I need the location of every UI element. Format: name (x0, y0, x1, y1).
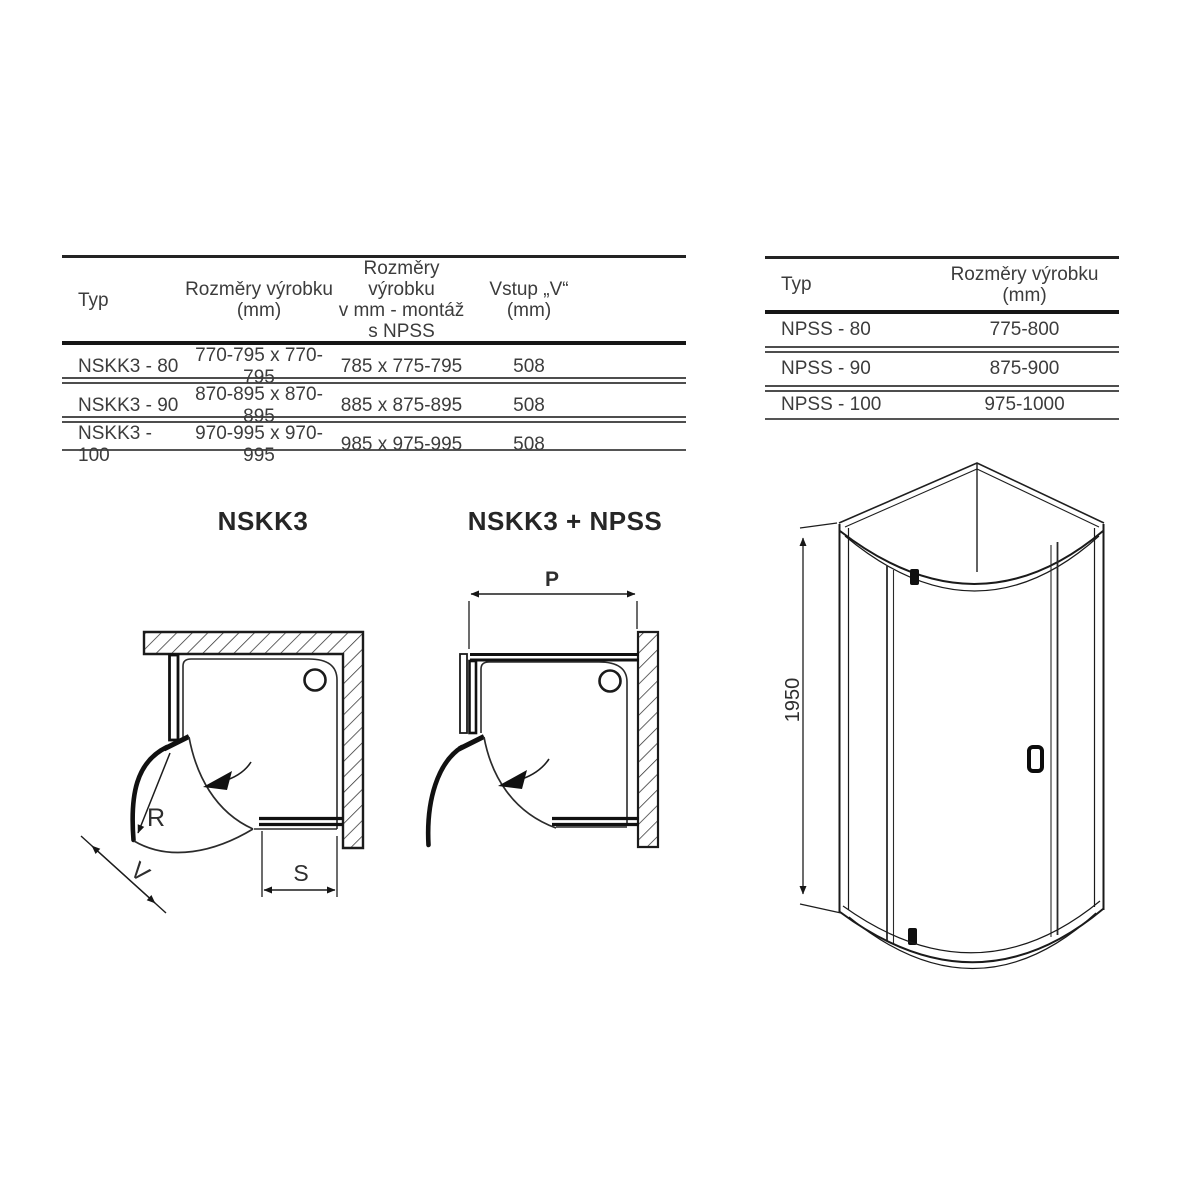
fixed-glass-bottom (552, 819, 639, 825)
door-swing-path (134, 829, 253, 852)
perspective-drawing-enclosure (770, 448, 1120, 978)
drain-circle (305, 670, 326, 691)
header-typ: Typ (781, 274, 812, 295)
row-separator (765, 385, 1119, 392)
header-vstup: Vstup „V“ (mm) (489, 279, 569, 321)
row-typ: NPSS - 80 (781, 319, 871, 340)
table-row (62, 423, 686, 466)
npss-wall-profile (460, 654, 467, 733)
row-separator (765, 346, 1119, 353)
entry-label: V (124, 856, 155, 888)
frame-posts (840, 524, 1104, 913)
row-typ: NSKK3 - 90 (78, 395, 179, 416)
npss-fixed-wall-panel (470, 655, 639, 661)
table-row (765, 353, 1119, 385)
top-hinge-bracket (910, 569, 919, 585)
fixed-glass-left (170, 655, 179, 740)
header-rozmery: Rozměry výrobku (mm) (185, 279, 333, 321)
npss-table-header (765, 259, 1119, 310)
row-dim: 975-1000 (984, 394, 1065, 415)
table-row (62, 384, 686, 427)
table-row (765, 392, 1119, 418)
back-wall-edges (839, 463, 1104, 572)
entry-dimension-v (81, 836, 166, 913)
header-rozmery-npss: Rozměry výrobku v mm - montáž s NPSS (338, 258, 465, 342)
table-bottom-rule (765, 418, 1119, 420)
row-dim: 870-895 x 870-895 (195, 384, 323, 427)
row-typ: NPSS - 90 (781, 358, 871, 379)
row-separator (62, 377, 686, 384)
row-dim: 770-795 x 770-795 (195, 345, 323, 388)
radius-label: R (146, 804, 166, 832)
height-label: 1950 (782, 677, 804, 723)
row-dim: 970-995 x 970-995 (195, 423, 323, 466)
fixed-glass-bottom (259, 819, 343, 825)
width-dimension-p (469, 568, 637, 649)
row-dim: 875-900 (989, 358, 1060, 379)
npss-spec-table (765, 256, 1119, 420)
open-direction-arrow (203, 762, 251, 790)
height-dimension-1950 (782, 523, 841, 913)
bottom-curved-rail (840, 901, 1103, 969)
row-vstup: 508 (513, 356, 545, 377)
door-open-arc (428, 747, 462, 845)
nskk3-spec-table (62, 255, 686, 466)
plan-drawing-nskk3 (80, 595, 385, 940)
row-dim-npss: 985 x 975-995 (340, 434, 463, 455)
row-vstup: 508 (513, 434, 545, 455)
row-vstup: 508 (513, 395, 545, 416)
row-typ: NSKK3 - 100 (78, 423, 152, 466)
plan-drawing-nskk3-npss (420, 565, 670, 860)
row-dim-npss: 885 x 875-895 (340, 395, 463, 416)
row-separator (62, 416, 686, 423)
row-typ: NPSS - 100 (781, 394, 882, 415)
glass-panel-edges (887, 542, 1058, 944)
side-dimension-s (262, 831, 337, 897)
width-label: P (544, 568, 560, 591)
row-typ: NSKK3 - 80 (78, 356, 179, 377)
door-handle (1029, 747, 1042, 771)
header-rozmery: Rozměry výrobku (mm) (950, 263, 1099, 306)
open-direction-arrow (498, 759, 549, 789)
header-typ: Typ (78, 289, 109, 311)
drawing-title-nskk3-npss: NSKK3 + NPSS (467, 506, 663, 536)
row-dim: 775-800 (989, 319, 1060, 340)
fixed-glass-left (470, 661, 477, 733)
wall-hatched-right (638, 632, 658, 847)
radius-dimension (138, 753, 170, 833)
drawing-title-nskk3: NSKK3 (217, 506, 309, 536)
nskk3-table-header (62, 258, 686, 341)
top-curved-rail (840, 531, 1103, 591)
row-dim-npss: 785 x 775-795 (340, 356, 463, 377)
table-row (62, 345, 686, 388)
side-label: S (293, 860, 309, 886)
table-row (765, 314, 1119, 346)
drain-circle (600, 671, 621, 692)
